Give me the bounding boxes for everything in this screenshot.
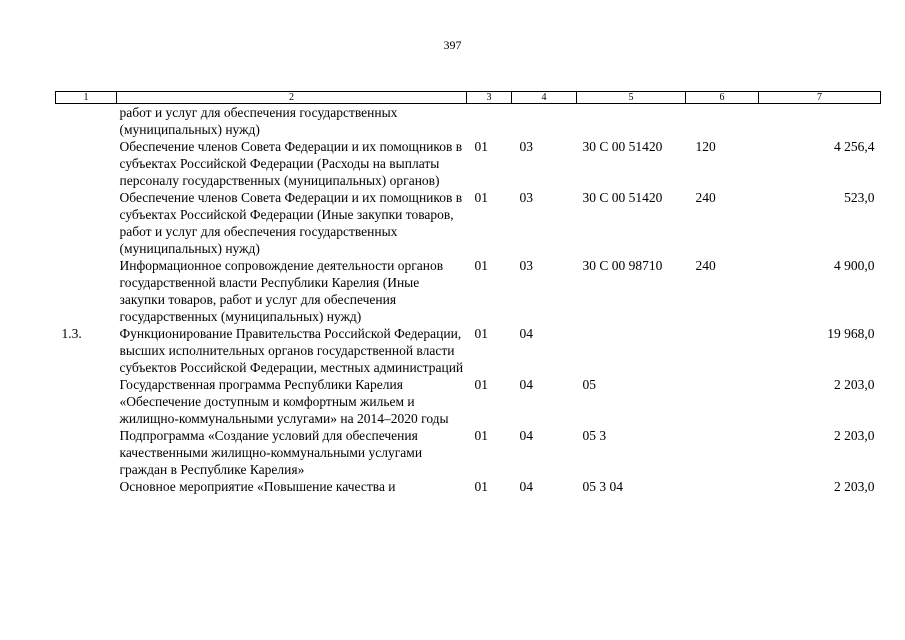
row-number bbox=[56, 104, 117, 139]
row-target-article bbox=[577, 325, 686, 376]
table-row bbox=[56, 138, 881, 189]
table-row bbox=[56, 478, 881, 495]
row-number bbox=[56, 257, 117, 325]
row-expense-type: 240 bbox=[695, 258, 716, 273]
column-header-6: 6 bbox=[686, 92, 759, 104]
row-number: 1.3. bbox=[61, 326, 82, 341]
row-number bbox=[56, 478, 117, 495]
column-header-4: 4 bbox=[512, 92, 577, 104]
row-target-article: 05 3 bbox=[582, 428, 607, 443]
budget-table bbox=[55, 91, 881, 495]
row-name: Подпрограмма «Создание условий для обеспечения качественными жилищно-коммунальными услугами граждан в Республике Карелия» bbox=[119, 428, 423, 477]
row-expense-type: 240 bbox=[695, 190, 716, 205]
table-row bbox=[56, 104, 881, 139]
row-subsection: 04 bbox=[519, 479, 533, 494]
row-amount bbox=[759, 104, 881, 139]
row-amount: 2 203,0 bbox=[834, 377, 875, 392]
row-amount: 2 203,0 bbox=[834, 479, 875, 494]
row-number bbox=[56, 189, 117, 257]
row-section: 01 bbox=[474, 428, 488, 443]
row-number bbox=[56, 376, 117, 427]
table-body bbox=[56, 104, 881, 496]
row-section: 01 bbox=[474, 258, 488, 273]
row-number bbox=[56, 138, 117, 189]
row-name: Основное мероприятие «Повышение качества и bbox=[119, 479, 396, 494]
row-name: Обеспечение членов Совета Федерации и их помощников в субъектах Российской Федерации (Расходы на выплаты персоналу государственных (муниципальных) органов) bbox=[119, 139, 463, 188]
row-expense-type bbox=[686, 325, 759, 376]
row-name: работ и услуг для обеспечения государственных (муниципальных) нужд) bbox=[119, 105, 398, 137]
row-subsection: 04 bbox=[519, 326, 533, 341]
row-number bbox=[56, 427, 117, 478]
table-row bbox=[56, 257, 881, 325]
column-header-5: 5 bbox=[577, 92, 686, 104]
column-header-7: 7 bbox=[759, 92, 881, 104]
table-row bbox=[56, 189, 881, 257]
row-section: 01 bbox=[474, 479, 488, 494]
row-amount: 4 900,0 bbox=[834, 258, 875, 273]
row-target-article bbox=[577, 104, 686, 139]
row-amount: 19 968,0 bbox=[827, 326, 875, 341]
row-subsection bbox=[512, 104, 577, 139]
row-section: 01 bbox=[474, 190, 488, 205]
row-target-article: 30 С 00 98710 bbox=[582, 258, 663, 273]
row-expense-type bbox=[686, 104, 759, 139]
row-name: Обеспечение членов Совета Федерации и их помощников в субъектах Российской Федерации (Иные закупки товаров, работ и услуг для обеспечения государственных (муниципальных) нужд) bbox=[119, 190, 463, 256]
table-header bbox=[56, 92, 881, 104]
row-subsection: 03 bbox=[519, 190, 533, 205]
row-amount: 4 256,4 bbox=[834, 139, 875, 154]
table-row bbox=[56, 325, 881, 376]
row-subsection: 03 bbox=[519, 139, 533, 154]
row-expense-type bbox=[686, 376, 759, 427]
column-number-row bbox=[56, 92, 881, 104]
row-target-article: 05 3 04 bbox=[582, 479, 623, 494]
row-section bbox=[467, 104, 512, 139]
column-header-1: 1 bbox=[56, 92, 117, 104]
row-name: Функционирование Правительства Российской Федерации, высших исполнительных органов государственной власти субъектов Российской Федерации, местных администраций bbox=[119, 326, 464, 375]
row-target-article: 05 bbox=[582, 377, 596, 392]
row-section: 01 bbox=[474, 326, 488, 341]
row-subsection: 04 bbox=[519, 428, 533, 443]
row-subsection: 04 bbox=[519, 377, 533, 392]
row-name: Информационное сопровождение деятельности органов государственной власти Республики Карелия (Иные закупки товаров, работ и услуг для обеспечения государственных (муниципальных) нужд) bbox=[119, 258, 444, 324]
column-header-2: 2 bbox=[117, 92, 467, 104]
row-section: 01 bbox=[474, 377, 488, 392]
row-subsection: 03 bbox=[519, 258, 533, 273]
row-expense-type bbox=[686, 478, 759, 495]
row-target-article: 30 С 00 51420 bbox=[582, 190, 663, 205]
page-number: 397 bbox=[443, 38, 462, 52]
row-section: 01 bbox=[474, 139, 488, 154]
row-name: Государственная программа Республики Карелия «Обеспечение доступным и комфортным жильем и жилищно-коммунальными услугами» на 2014–2020 годы bbox=[119, 377, 449, 426]
row-target-article: 30 С 00 51420 bbox=[582, 139, 663, 154]
row-expense-type: 120 bbox=[695, 139, 716, 154]
table-row bbox=[56, 376, 881, 427]
row-amount: 523,0 bbox=[844, 190, 875, 205]
row-amount: 2 203,0 bbox=[834, 428, 875, 443]
row-expense-type bbox=[686, 427, 759, 478]
column-header-3: 3 bbox=[467, 92, 512, 104]
table-row bbox=[56, 427, 881, 478]
